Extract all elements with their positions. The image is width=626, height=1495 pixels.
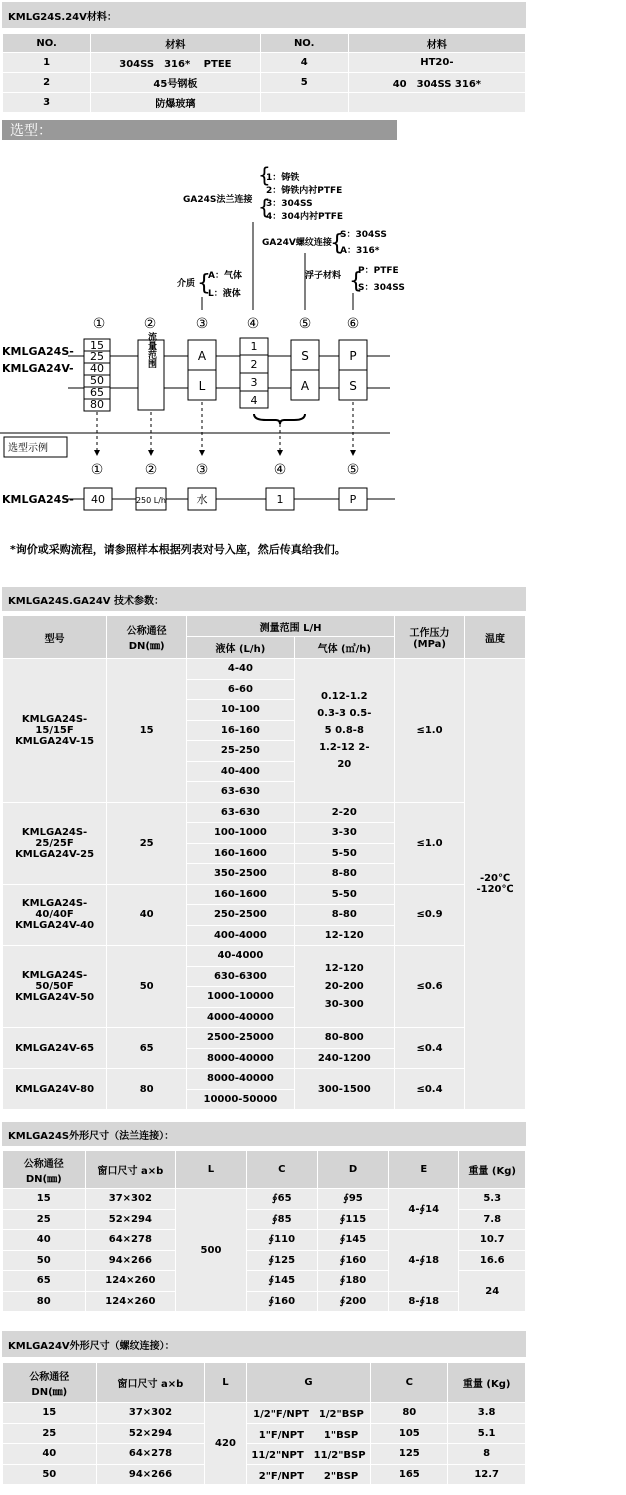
thread-h-dn: 公称通径 DN(㎜) [3, 1363, 97, 1403]
flange-dn: 25 [3, 1209, 86, 1230]
thread-g: 2"F/NPT 2"BSP [246, 1464, 371, 1485]
example-circled: ⑤ [346, 462, 360, 478]
tech-model: KMLGA24V-65 [3, 1028, 107, 1069]
circled-number: ④ [246, 316, 260, 332]
tech-liquid: 63-630 [187, 782, 294, 803]
tech-h-gas: 气体 (㎥/h) [294, 637, 394, 659]
model-name: KMLGA24S- [2, 345, 74, 358]
example-circled: ④ [273, 462, 287, 478]
dn-value: 25 [90, 350, 104, 363]
mat-h-no2: NO. [260, 34, 348, 53]
tech-h-dn: 公称通径 DN(㎜) [107, 616, 187, 659]
flange-code: 2 [250, 358, 258, 371]
brace-icon: { [258, 195, 271, 219]
float-option: S：304SS [358, 283, 405, 293]
medium-option: A：气体 [208, 271, 242, 281]
tech-liquid: 40-400 [187, 761, 294, 782]
flange-option: 2：铸铁内衬PTFE [266, 186, 343, 196]
thread-c: 80 [371, 1403, 448, 1424]
tech-h-model: 型号 [3, 616, 107, 659]
tech-liquid: 160-1600 [187, 884, 294, 905]
thread-c: 105 [371, 1423, 448, 1444]
thread-win: 64×278 [96, 1444, 205, 1465]
mat-cell: 5 [260, 73, 348, 93]
mat-cell: 2 [3, 73, 91, 93]
tech-pressure: ≤0.4 [394, 1028, 464, 1069]
tech-dn: 25 [107, 802, 187, 884]
flange-dn: 40 [3, 1230, 86, 1251]
thread-win: 52×294 [96, 1423, 205, 1444]
flange-l: 500 [176, 1189, 247, 1312]
flange-code: 4 [250, 394, 258, 407]
tech-liquid: 350-2500 [187, 864, 294, 885]
thread-option: A：316* [340, 246, 380, 256]
flange-win: 52×294 [85, 1209, 176, 1230]
mat-cell: 40 304SS 316* [348, 73, 525, 93]
range-label: 流量范围 [146, 332, 156, 368]
brace-icon: { [258, 163, 271, 187]
mat-cell [260, 93, 348, 113]
flange-win: 37×302 [85, 1189, 176, 1210]
tech-pressure: ≤1.0 [394, 802, 464, 884]
tech-model: KMLGA24V-80 [3, 1069, 107, 1110]
flange-c: ∮110 [246, 1230, 317, 1251]
tech-liquid: 40-4000 [187, 946, 294, 967]
mat-cell: 4 [260, 53, 348, 73]
dn-value: 40 [90, 362, 104, 375]
flange-option: 1：铸铁 [266, 173, 300, 183]
tech-liquid: 4-40 [187, 659, 294, 680]
circled-number: ⑤ [298, 316, 312, 332]
flange-c: ∮125 [246, 1250, 317, 1271]
tech-h-temp: 温度 [465, 616, 526, 659]
tech-liquid: 1000-10000 [187, 987, 294, 1008]
tech-gas: 12-120 [294, 925, 394, 946]
medium-code: L [198, 379, 206, 393]
thread-title: KMLGA24V外形尺寸（螺纹连接）： [2, 1331, 526, 1357]
flange-w: 7.8 [459, 1209, 526, 1230]
float-code: S [349, 379, 357, 393]
thread-h-l: L [205, 1363, 246, 1403]
brace-icon: { [349, 269, 363, 294]
mat-cell: 45号钢板 [91, 73, 260, 93]
flange-code: 1 [250, 340, 258, 353]
flange-d: ∮145 [317, 1230, 388, 1251]
tech-dn: 50 [107, 946, 187, 1028]
tech-liquid: 10-100 [187, 700, 294, 721]
flange-option: 3：304SS [266, 199, 313, 209]
flange-h-win: 窗口尺寸 a×b [85, 1151, 176, 1189]
flange-win: 124×260 [85, 1271, 176, 1292]
mat-h-no1: NO. [3, 34, 91, 53]
tech-liquid: 400-4000 [187, 925, 294, 946]
tech-gas: 3-30 [294, 823, 394, 844]
flange-h-e: E [389, 1151, 459, 1189]
flange-title: KMLGA24S外形尺寸（法兰连接）： [2, 1122, 526, 1146]
tech-title: KMLGA24S.GA24V 技术参数： [2, 587, 526, 611]
tech-dn: 80 [107, 1069, 187, 1110]
example-value: 水 [196, 493, 208, 506]
thread-option: S：304SS [340, 230, 387, 240]
flange-dn: 80 [3, 1291, 86, 1312]
tech-dn: 40 [107, 884, 187, 946]
tech-model: KMLGA24S-40/40F KMLGA24V-40 [3, 884, 107, 946]
tech-model: KMLGA24S-15/15F KMLGA24V-15 [3, 659, 107, 803]
tech-h-pressure: 工作压力 (MPa) [394, 616, 464, 659]
medium-label: 介质 [177, 279, 196, 289]
thread-win: 37×302 [96, 1403, 205, 1424]
tech-liquid: 630-6300 [187, 966, 294, 987]
tech-liquid: 2500-25000 [187, 1028, 294, 1049]
tech-liquid: 10000-50000 [187, 1089, 294, 1110]
circled-number: ⑥ [346, 316, 360, 332]
example-value: 250 L/h [135, 496, 167, 505]
tech-liquid: 100-1000 [187, 823, 294, 844]
thread-w: 8 [448, 1444, 526, 1465]
flange-win: 124×260 [85, 1291, 176, 1312]
float-option: P：PTFE [358, 266, 399, 276]
tech-liquid: 250-2500 [187, 905, 294, 926]
tech-h-liquid: 液体 (L/h) [187, 637, 294, 659]
mat-cell: 304SS 316* PTEE [91, 53, 260, 73]
flange-e: 8-∮18 [389, 1291, 459, 1312]
flange-c: ∮145 [246, 1271, 317, 1292]
model-name: KMLGA24V- [2, 362, 74, 375]
flange-d: ∮200 [317, 1291, 388, 1312]
flange-e: 4-∮18 [389, 1230, 459, 1292]
flange-w: 16.6 [459, 1250, 526, 1271]
thread-h-win: 窗口尺寸 a×b [96, 1363, 205, 1403]
flange-h-weight: 重量 (Kg) [459, 1151, 526, 1189]
flange-e: 4-∮14 [389, 1189, 459, 1230]
tech-pressure: ≤0.4 [394, 1069, 464, 1110]
thread-code: S [301, 349, 309, 363]
circled-number: ③ [195, 316, 209, 332]
example-value: 40 [91, 493, 105, 506]
float-code: P [349, 349, 357, 363]
mat-cell: HT20- [348, 53, 525, 73]
brace-icon: { [330, 231, 344, 256]
brace-icon: { [197, 271, 211, 296]
tech-liquid: 8000-40000 [187, 1069, 294, 1090]
flange-d: ∮115 [317, 1209, 388, 1230]
mat-h-mat2: 材料 [348, 34, 525, 53]
tech-gas: 5-50 [294, 843, 394, 864]
mat-h-mat1: 材料 [91, 34, 260, 53]
tech-gas: 0.12-1.2 0.3-3 0.5-5 0.8-8 1.2-12 2-20 [294, 659, 394, 803]
tech-liquid: 25-250 [187, 741, 294, 762]
thread-dn: 50 [3, 1464, 97, 1485]
flange-d: ∮160 [317, 1250, 388, 1271]
tech-gas: 8-80 [294, 905, 394, 926]
thread-code: A [300, 379, 310, 393]
dn-value: 65 [90, 386, 104, 399]
flange-label: GA24S法兰连接 [183, 195, 253, 205]
tech-liquid: 4000-40000 [187, 1007, 294, 1028]
thread-h-c: C [371, 1363, 448, 1403]
tech-model: KMLGA24S-25/25F KMLGA24V-25 [3, 802, 107, 884]
example-model: KMLGA24S- [2, 493, 74, 506]
flange-h-c: C [246, 1151, 317, 1189]
selection-diagram [0, 150, 626, 520]
tech-gas: 240-1200 [294, 1048, 394, 1069]
flange-d: ∮95 [317, 1189, 388, 1210]
thread-g: 11/2"NPT 11/2"BSP [246, 1444, 371, 1465]
tech-gas: 2-20 [294, 802, 394, 823]
tech-gas: 5-50 [294, 884, 394, 905]
flange-win: 94×266 [85, 1250, 176, 1271]
flange-c: ∮160 [246, 1291, 317, 1312]
mat-cell: 1 [3, 53, 91, 73]
tech-pressure: ≤0.9 [394, 884, 464, 946]
tech-dn: 65 [107, 1028, 187, 1069]
tech-pressure: ≤0.6 [394, 946, 464, 1028]
flange-table [2, 1150, 526, 1312]
flange-dn: 15 [3, 1189, 86, 1210]
thread-win: 94×266 [96, 1464, 205, 1485]
materials-title: KMLG24S.24V材料： [2, 2, 526, 28]
tech-gas: 12-120 20-200 30-300 [294, 946, 394, 1028]
tech-gas: 300-1500 [294, 1069, 394, 1110]
mat-cell: 3 [3, 93, 91, 113]
flange-c: ∮85 [246, 1209, 317, 1230]
flange-h-l: L [176, 1151, 247, 1189]
tech-h-range: 测量范围 L/H [187, 616, 395, 637]
example-circled: ③ [195, 462, 209, 478]
thread-w: 3.8 [448, 1403, 526, 1424]
float-label: 浮子材料 [305, 271, 342, 281]
medium-option: L：液体 [208, 289, 241, 299]
thread-l: 420 [205, 1403, 246, 1485]
flange-c: ∮65 [246, 1189, 317, 1210]
flange-w: 10.7 [459, 1230, 526, 1251]
flange-dn: 50 [3, 1250, 86, 1271]
thread-c: 165 [371, 1464, 448, 1485]
medium-code: A [197, 349, 207, 363]
flange-w: 5.3 [459, 1189, 526, 1210]
mat-cell [348, 93, 525, 113]
flange-d: ∮180 [317, 1271, 388, 1292]
flange-win: 64×278 [85, 1230, 176, 1251]
mat-cell: 防爆玻璃 [91, 93, 260, 113]
example-circled: ② [144, 462, 158, 478]
thread-c: 125 [371, 1444, 448, 1465]
thread-g: 1/2"F/NPT 1/2"BSP [246, 1403, 371, 1424]
example-value: P [349, 493, 357, 506]
thread-dn: 15 [3, 1403, 97, 1424]
example-circled: ① [90, 462, 104, 478]
selection-title: 选型： [2, 120, 397, 140]
example-value: 1 [276, 493, 284, 506]
flange-code: 3 [250, 376, 258, 389]
tech-table [2, 615, 526, 1110]
tech-liquid: 6-60 [187, 679, 294, 700]
thread-label: GA24V螺纹连接 [262, 238, 332, 248]
tech-gas: 80-800 [294, 1028, 394, 1049]
circled-number: ① [92, 316, 106, 332]
thread-h-g: G [246, 1363, 371, 1403]
materials-table [2, 33, 526, 113]
thread-h-weight: 重量 (Kg) [448, 1363, 526, 1403]
flange-h-dn: 公称通径 DN(㎜) [3, 1151, 86, 1189]
thread-g: 1"F/NPT 1"BSP [246, 1423, 371, 1444]
tech-liquid: 160-1600 [187, 843, 294, 864]
tech-temp: -20℃ -120℃ [465, 659, 526, 1110]
flange-option: 4：304内衬PTFE [266, 212, 344, 222]
thread-table [2, 1362, 526, 1485]
thread-dn: 25 [3, 1423, 97, 1444]
thread-w: 12.7 [448, 1464, 526, 1485]
tech-liquid: 16-160 [187, 720, 294, 741]
dn-value: 15 [90, 339, 104, 352]
flange-dn: 65 [3, 1271, 86, 1292]
thread-dn: 40 [3, 1444, 97, 1465]
tech-gas: 8-80 [294, 864, 394, 885]
dn-value: 50 [90, 374, 104, 387]
inquiry-note: *询价或采购流程，请参照样本根据列表对号入座，然后传真给我们。 [10, 543, 346, 556]
thread-w: 5.1 [448, 1423, 526, 1444]
example-label: 选型示例 [8, 443, 48, 454]
flange-w: 24 [459, 1271, 526, 1312]
tech-model: KMLGA24S-50/50F KMLGA24V-50 [3, 946, 107, 1028]
flange-h-d: D [317, 1151, 388, 1189]
circled-number: ② [143, 316, 157, 332]
tech-pressure: ≤1.0 [394, 659, 464, 803]
tech-liquid: 8000-40000 [187, 1048, 294, 1069]
dn-value: 80 [90, 398, 104, 411]
tech-dn: 15 [107, 659, 187, 803]
tech-liquid: 63-630 [187, 802, 294, 823]
